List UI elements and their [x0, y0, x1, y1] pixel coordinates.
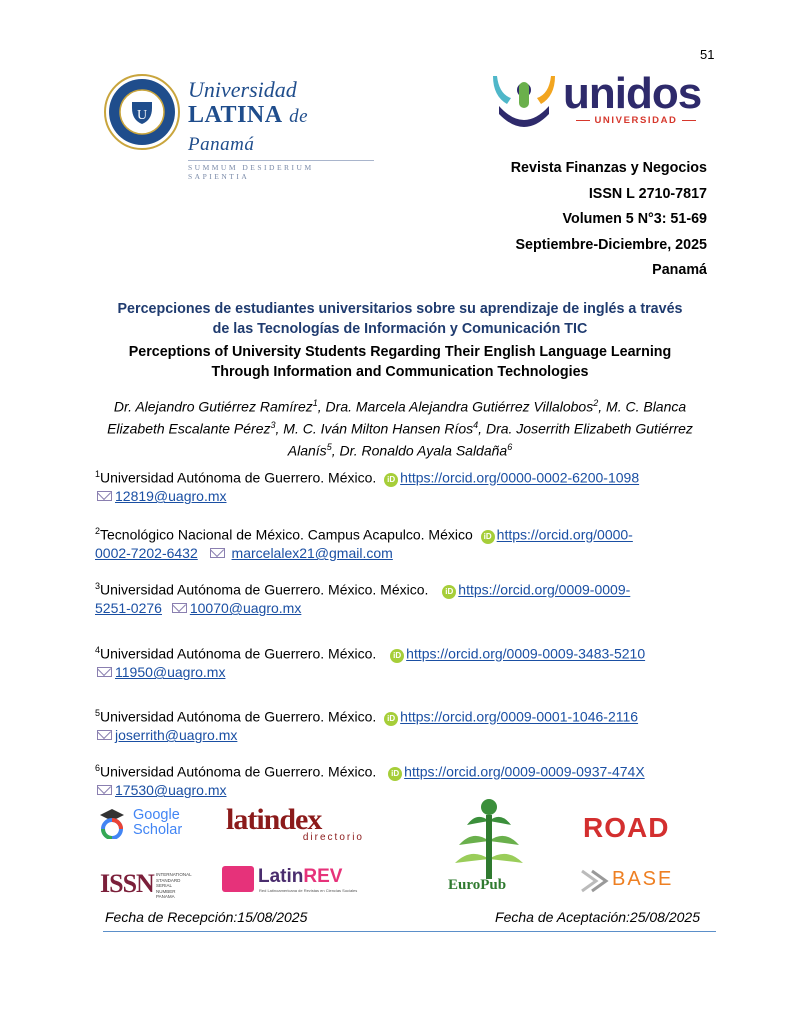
received-date: Fecha de Recepción:15/08/2025 [105, 909, 308, 925]
email-link[interactable]: 11950@uagro.mx [115, 664, 226, 681]
author: Dra. Joserrith Elizabeth Gutiérrez Alanís [287, 420, 693, 459]
email-link[interactable]: marcelalex21@gmail.com [231, 545, 393, 562]
latindex-logo: latindex directorio [226, 803, 364, 843]
orcid-link-continued[interactable]: 0002-7202-6432 [95, 545, 198, 562]
orcid-link[interactable]: https://orcid.org/0000-0002-6200-1098 [400, 469, 640, 486]
author: M. C. Blanca Elizabeth Escalante Pérez [107, 398, 687, 437]
europub-logo: EuroPub [445, 797, 535, 901]
title-spanish: Percepciones de estudiantes universitarios sobre su aprendizaje de inglés a través de las Tecnologías de Información y Comunicación TIC [117, 301, 683, 337]
orcid-icon: iD [390, 649, 404, 663]
latin-america-map-icon [222, 866, 254, 892]
university-seal-icon [104, 74, 180, 150]
accepted-date: Fecha de Aceptación:25/08/2025 [495, 909, 700, 925]
logo-line-latina: LATINA de Panamá [188, 102, 309, 155]
affiliation-6: $^6$Universidad Autónoma de Guerrero. México. iD https://orcid.org/0009-0009-0937-474X 17530@uagro.mx [95, 763, 645, 799]
road-logo: ROAD [583, 812, 670, 843]
email-link[interactable]: 17530@uagro.mx [115, 782, 227, 799]
author-list: Dr. Alejandro Gutiérrez Ramírez$^1$, Dra. Marcela Alejandra Gutiérrez Villalobos$^2$, M. C. Blanca Elizabeth Escalante Pérez$^3$, M. C. Iván Milton Hansen Ríos$^4$, Dra. Joserrith Elizabeth Gutiérrez Alanís$^5$, Dr. Ronaldo Ayala Saldaña$^6$ [107, 398, 693, 459]
base-logo: BASE [580, 866, 695, 896]
email-icon [97, 785, 112, 795]
orcid-icon: iD [442, 585, 456, 599]
affiliation-2: $^2$Tecnológico Nacional de México. Campus Acapulco. México iD https://orcid.org/0000- 0002-7202-6432 marcelalex21@gmail.com [95, 526, 633, 562]
affiliation-4: $^4$Universidad Autónoma de Guerrero. México. iD https://orcid.org/0009-0009-3483-5210 11950@uagro.mx [95, 645, 646, 681]
author: Dr. Alejandro Gutiérrez Ramírez [113, 398, 313, 415]
orcid-icon: iD [481, 530, 495, 544]
author: M. C. Iván Milton Hansen Ríos [283, 420, 474, 437]
orcid-link[interactable]: https://orcid.org/0009-0001-1046-2116 [400, 708, 639, 725]
email-icon [172, 603, 187, 613]
email-icon [97, 730, 112, 740]
orcid-icon: iD [384, 712, 398, 726]
orcid-icon: iD [384, 473, 398, 487]
email-icon [210, 548, 225, 558]
journal-issn: ISSN L 2710-7817 [588, 185, 707, 202]
journal-info [511, 156, 707, 284]
unidos-emblem-icon [493, 72, 555, 132]
email-link[interactable]: joserrith@uagro.mx [115, 727, 238, 744]
affiliation-3: $^3$Universidad Autónoma de Guerrero. México. México. iD https://orcid.org/0009-0009- 5251-0276 10070@uagro.mx [95, 581, 631, 617]
universidad-latina-logo [98, 70, 378, 181]
google-scholar-logo [97, 805, 207, 845]
graduation-cap-icon [99, 807, 125, 839]
footer-divider [103, 931, 716, 932]
email-icon [97, 491, 112, 501]
orcid-link[interactable]: https://orcid.org/0009-0009- [458, 581, 631, 598]
university-name [188, 78, 378, 181]
affiliation-5: $^5$Universidad Autónoma de Guerrero. México. iD https://orcid.org/0009-0001-1046-2116 joserrith@uagro.mx [95, 708, 639, 744]
latinrev-logo: LatinREV Red Latinoamericana de Revistas en Ciencias Sociales [222, 862, 372, 898]
affiliation-1: $^1$Universidad Autónoma de Guerrero. México. iD https://orcid.org/0000-0002-6200-1098 12819@uagro.mx [95, 469, 640, 505]
author: Dr. Ronaldo Ayala Saldaña [339, 442, 508, 459]
chevron-right-icon [580, 869, 610, 893]
svg-text:U: U [136, 108, 148, 123]
unidos-wordmark: unidos [563, 69, 702, 118]
issn-logo: ISSN INTERNATIONAL STANDARD SERIAL NUMBER PANAMA [100, 869, 192, 899]
page-number: 51 [700, 47, 715, 62]
journal-period: Septiembre-Diciembre, 2025 [515, 236, 707, 253]
email-link[interactable]: 12819@uagro.mx [115, 488, 227, 505]
journal-name: Revista Finanzas y Negocios [510, 160, 707, 176]
submission-dates [105, 909, 700, 925]
orcid-icon: iD [388, 767, 402, 781]
journal-volume: Volumen 5 N°3: 51-69 [562, 211, 707, 228]
orcid-link[interactable]: https://orcid.org/0009-0009-3483-5210 [406, 645, 646, 662]
tree-icon [453, 797, 525, 879]
author: Dra. Marcela Alejandra Gutiérrez Villalobos [325, 398, 594, 415]
title-english: Perceptions of University Students Regarding Their English Language Learning Through Information and Communication Technologies [128, 344, 672, 380]
unidos-subtitle: UNIVERSIDAD [563, 115, 709, 126]
google-scholar-text: Google Scholar [133, 807, 183, 838]
email-icon [97, 667, 112, 677]
orcid-link[interactable]: https://orcid.org/0000- [496, 526, 633, 543]
logo-motto: SUMMUM DESIDERIUM SAPIENTIA [188, 160, 374, 181]
unidos-universidad-logo [493, 70, 715, 134]
email-link[interactable]: 10070@uagro.mx [189, 600, 302, 617]
journal-place: Panamá [652, 262, 707, 279]
orcid-link-continued[interactable]: 5251-0276 [95, 600, 162, 617]
orcid-link[interactable]: https://orcid.org/0009-0009-0937-474X [404, 763, 645, 780]
logo-line-universidad: Universidad [188, 77, 297, 102]
